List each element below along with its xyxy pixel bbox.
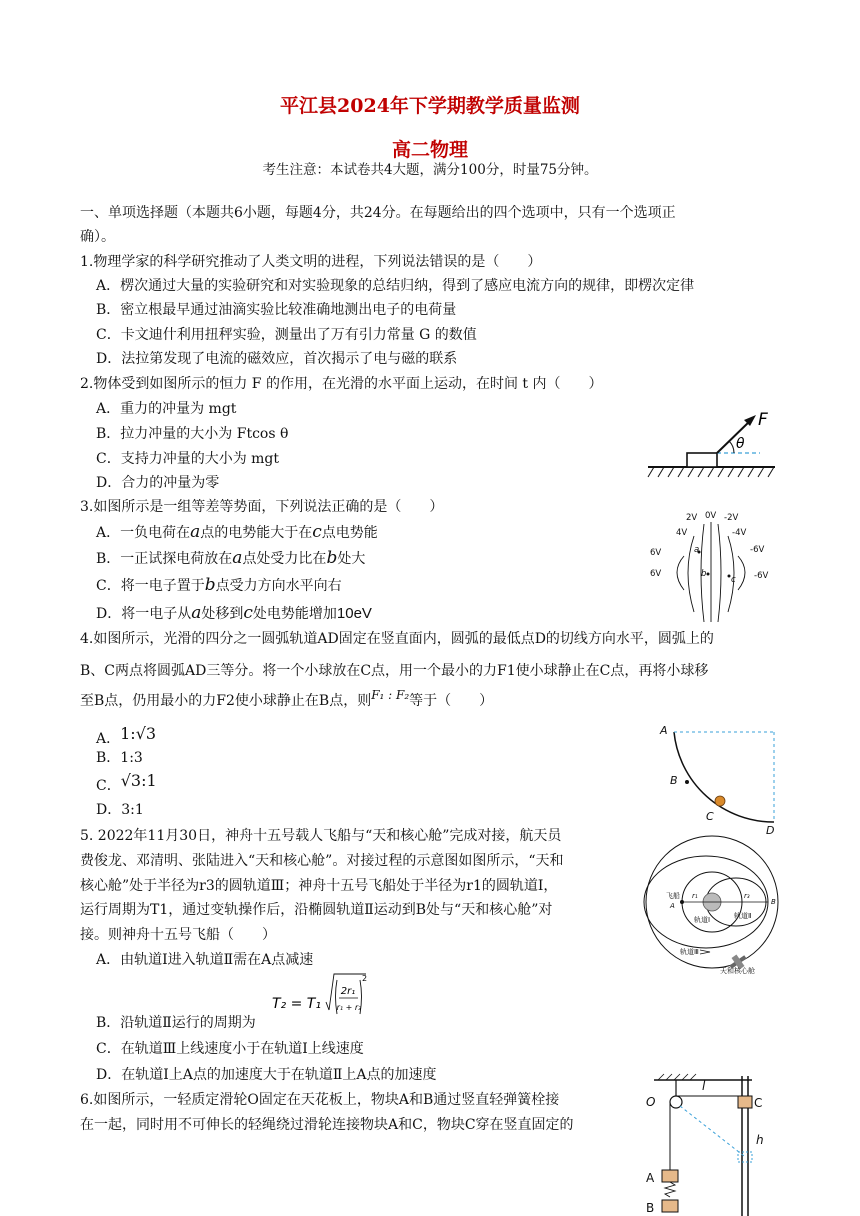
q5-stem-line1: 5. 2022年11月30日，神舟十五号载人飞船与“天和核心舱”完成对接，航天员 — [80, 828, 562, 844]
svg-text:r₁: r₁ — [692, 892, 698, 900]
q1-option-d: D．法拉第发现了电流的磁效应，首次揭示了电与磁的联系 — [96, 351, 458, 367]
q2-option-c: C．支持力冲量的大小为 mgt — [96, 451, 280, 467]
svg-text:r₃: r₃ — [744, 892, 750, 900]
exam-notice: 考生注意：本试卷共4大题，满分100分，时量75分钟。 — [262, 162, 598, 178]
svg-text:-4V: -4V — [732, 528, 747, 538]
svg-text:A: A — [660, 724, 668, 737]
q4-option-c: C．√3:1 — [96, 771, 157, 794]
q4-option-a: A．1:√3 — [96, 724, 157, 747]
q1-stem: 1.物理学家的科学研究推动了人类文明的进程，下列说法错误的是（ ） — [80, 254, 542, 270]
q5-stem-line5: 接。则神舟十五号飞船（ ） — [80, 927, 276, 943]
q6-pulley-diagram — [640, 1072, 780, 1216]
svg-text:0V: 0V — [705, 511, 717, 521]
svg-text:D: D — [766, 824, 775, 836]
q2-stem: 2.物体受到如图所示的恒力 F 的作用，在光滑的水平面上运动，在时间 t 内（ ） — [80, 376, 603, 392]
svg-text:飞船: 飞船 — [666, 892, 680, 900]
q5-stem-line2: 费俊龙、邓清明、张陆进入“天和核心舱”。对接过程的示意图如图所示，“天和 — [80, 853, 564, 869]
q1-option-c: C．卡文迪什利用扭秤实验，测量出了万有引力常量 G 的数值 — [96, 327, 477, 343]
q3-option-a: A．一负电荷在a点的电势能大于在c点电势能 — [96, 522, 378, 542]
svg-text:2: 2 — [362, 974, 368, 983]
svg-text:2V: 2V — [686, 513, 698, 523]
svg-text:6V: 6V — [650, 569, 662, 579]
svg-text:轨道Ⅲ: 轨道Ⅲ — [680, 948, 699, 956]
q4-stem-line1: 4.如图所示，光滑的四分之一圆弧轨道AD固定在竖直面内，圆弧的最低点D的切线方向水平，圆弧上的 — [80, 631, 714, 647]
q6-stem-line2: 在一起，同时用不可伸长的轻绳绕过滑轮连接物块A和C，物块C穿在竖直固定的 — [80, 1117, 574, 1133]
svg-text:C: C — [754, 1096, 763, 1110]
block — [687, 453, 717, 467]
q4-option-d: D．3:1 — [96, 802, 144, 818]
svg-text:A: A — [670, 902, 675, 910]
q2-option-b: B．拉力冲量的大小为 Ftcos θ — [96, 426, 289, 442]
theta-label: θ — [736, 436, 745, 452]
subject-title: 高二物理 — [391, 139, 468, 161]
svg-text:r₁ + r₃: r₁ + r₃ — [336, 1003, 362, 1012]
q4-arc-track-diagram — [652, 722, 784, 836]
q2-force-diagram — [640, 405, 780, 483]
svg-text:O: O — [646, 1095, 656, 1109]
svg-text:T₂ = T₁: T₂ = T₁ — [272, 996, 321, 1012]
svg-text:-2V: -2V — [724, 513, 739, 523]
q5-period-formula — [268, 970, 368, 1024]
force-label: F — [758, 410, 768, 430]
q1-option-a: A．楞次通过大量的实验研究和对实验现象的总结归纳，得到了感应电流方向的规律，即楞次定律 — [96, 278, 695, 294]
svg-text:-6V: -6V — [754, 571, 769, 581]
q5-stem-line3: 核心舱”处于半径为r3的圆轨道Ⅲ；神舟十五号飞船处于半径为r1的圆轨道Ⅰ， — [80, 878, 558, 894]
svg-text:b: b — [701, 569, 707, 579]
block-c — [738, 1096, 752, 1108]
q2-option-a: A．重力的冲量为 mgt — [96, 401, 237, 417]
svg-text:B: B — [646, 1201, 655, 1215]
block-b — [662, 1200, 678, 1212]
svg-text:h: h — [756, 1133, 764, 1147]
q3-option-c: C．将一电子置于b点受力方向水平向右 — [96, 575, 342, 595]
svg-text:轨道Ⅰ: 轨道Ⅰ — [694, 916, 711, 924]
svg-text:2r₁: 2r₁ — [340, 986, 356, 997]
q3-option-d: D．将一电子从a处移到c处电势能增加10eV — [96, 603, 372, 623]
q3-stem: 3.如图所示是一组等差等势面，下列说法正确的是（ ） — [80, 499, 444, 515]
q4-stem-line3: 至B点，仍用最小的力F2使小球静止在B点，则F₁ : F₂等于（ ） — [80, 688, 494, 709]
exam-title: 平江县2024年下学期教学质量监测 — [280, 95, 580, 117]
svg-text:轨道Ⅱ: 轨道Ⅱ — [734, 912, 752, 920]
q2-option-d: D．合力的冲量为零 — [96, 475, 220, 491]
q6-stem-line1: 6.如图所示，一轻质定滑轮O固定在天花板上，物块A和B通过竖直轻弹簧栓接 — [80, 1092, 560, 1108]
q3-equipotential-diagram — [646, 508, 776, 626]
svg-text:a: a — [694, 545, 700, 555]
ball — [715, 796, 725, 806]
svg-text:4V: 4V — [676, 528, 688, 538]
svg-text:天和核心舱: 天和核心舱 — [720, 967, 755, 974]
svg-text:B: B — [670, 774, 678, 787]
q5-option-a: A．由轨道Ⅰ进入轨道Ⅱ需在A点减速 — [96, 952, 314, 968]
svg-text:-6V: -6V — [750, 545, 765, 555]
q5-stem-line4: 运行周期为T1，通过变轨操作后，沿椭圆轨道Ⅱ运动到B处与“天和核心舱”对 — [80, 902, 553, 918]
svg-text:6V: 6V — [650, 548, 662, 558]
q5-option-d: D．在轨道Ⅰ上A点的加速度大于在轨道Ⅱ上A点的加速度 — [96, 1067, 437, 1083]
svg-text:B: B — [771, 898, 776, 906]
section-heading-cont: 确）。 — [80, 229, 115, 245]
block-a — [662, 1170, 678, 1182]
q3-option-b: B．一正试探电荷放在a点处受力比在b处大 — [96, 548, 366, 568]
svg-text:A: A — [646, 1171, 655, 1185]
q5-option-c: C．在轨道Ⅲ上线速度小于在轨道Ⅰ上线速度 — [96, 1041, 364, 1057]
q5-option-b: B．沿轨道Ⅱ运行的周期为 — [96, 1015, 256, 1031]
q5-orbit-diagram — [640, 832, 780, 974]
svg-text:l: l — [702, 1079, 706, 1093]
section-heading: 一、单项选择题（本题共6小题，每题4分，共24分。在每题给出的四个选项中，只有一个选项正 — [80, 205, 676, 221]
q4-stem-line2: B、C两点将圆弧AD三等分。将一个小球放在C点，用一个最小的力F1使小球静止在C点，再将小球移 — [80, 663, 709, 679]
q1-option-b: B．密立根最早通过油滴实验比较准确地测出电子的电荷量 — [96, 302, 457, 318]
svg-text:C: C — [706, 810, 714, 823]
svg-text:c: c — [731, 575, 736, 585]
q4-option-b: B．1:3 — [96, 750, 143, 766]
